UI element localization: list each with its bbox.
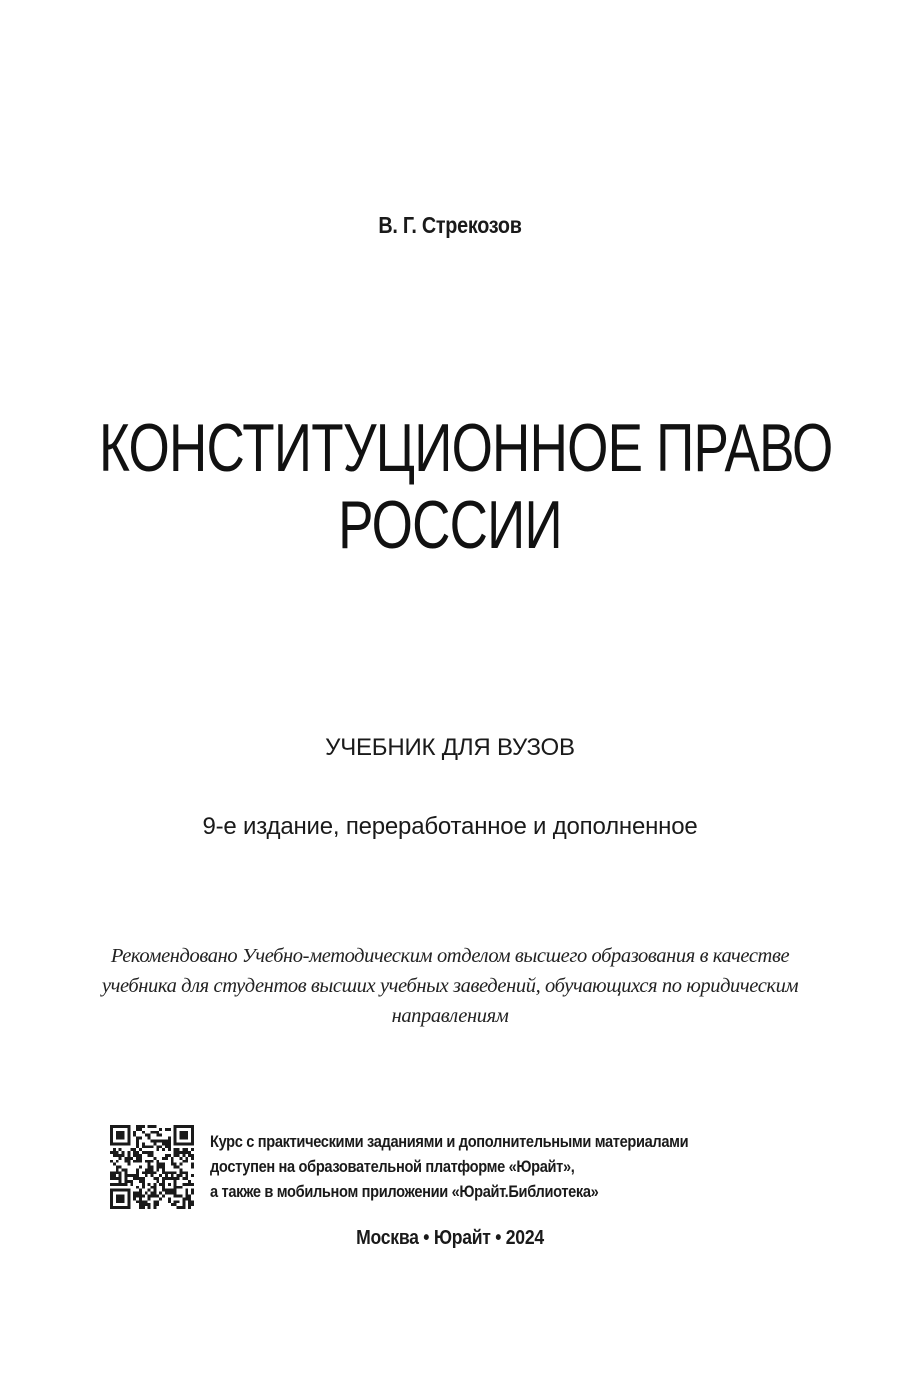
course-info bbox=[210, 1129, 810, 1204]
book-title-line-1: КОНСТИТУЦИОННОЕ ПРАВО bbox=[99, 410, 833, 486]
course-info-line-3: а также в мобильном приложении «Юрайт.Библиотека» bbox=[210, 1182, 599, 1201]
recommendation-note bbox=[100, 941, 800, 1031]
course-info-line-2: доступен на образовательной платформе «Юрайт», bbox=[210, 1157, 575, 1176]
book-title-line-2: РОССИИ bbox=[338, 487, 562, 563]
book-subtitle: УЧЕБНИК ДЛЯ ВУЗОВ bbox=[325, 734, 575, 761]
qr-code-icon[interactable] bbox=[110, 1125, 194, 1209]
edition-info: 9-е издание, переработанное и дополненное bbox=[202, 813, 698, 840]
recommendation-line-3: направлениям bbox=[391, 1005, 509, 1027]
recommendation-line-1: Рекомендовано Учебно-методическим отделом высшего образования в качестве bbox=[110, 945, 790, 967]
publisher-imprint: Москва • Юрайт • 2024 bbox=[356, 1227, 544, 1249]
recommendation-line-2: учебника для студентов высших учебных заведений, обучающихся по юридическим bbox=[101, 975, 799, 997]
author-name: В. Г. Стрекозов bbox=[378, 212, 522, 238]
course-info-line-1: Курс с практическими заданиями и дополнительными материалами bbox=[210, 1132, 689, 1151]
